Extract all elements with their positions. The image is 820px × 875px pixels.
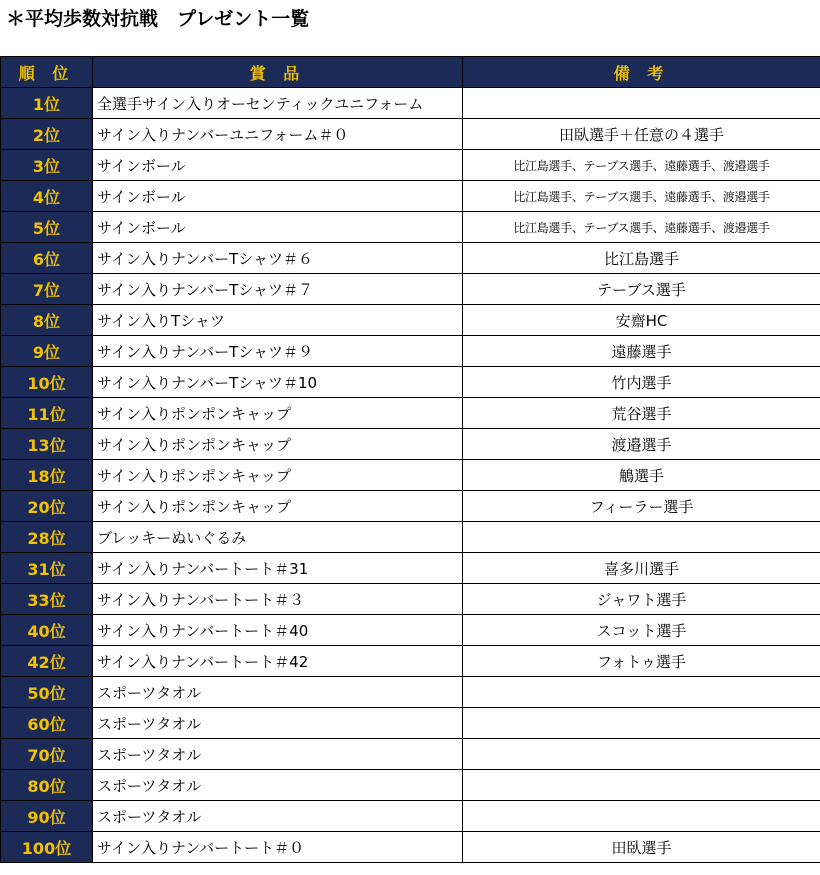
rank-cell: 31位: [1, 553, 93, 584]
note-cell: 比江島選手、テーブス選手、遠藤選手、渡邉選手: [463, 150, 820, 181]
note-cell: 遠藤選手: [463, 336, 820, 367]
prize-cell: サインボール: [93, 150, 463, 181]
prize-cell: サインボール: [93, 181, 463, 212]
table-row: [1, 584, 820, 615]
table-row: [1, 460, 820, 491]
rank-cell: 13位: [1, 429, 93, 460]
prize-cell: サイン入りナンバーユニフォーム＃０: [93, 119, 463, 150]
rank-cell: 90位: [1, 801, 93, 832]
table-row: [1, 739, 820, 770]
note-cell: 荒谷選手: [463, 398, 820, 429]
note-cell: 竹内選手: [463, 367, 820, 398]
rank-cell: 2位: [1, 119, 93, 150]
rank-cell: 11位: [1, 398, 93, 429]
prize-cell: スポーツタオル: [93, 801, 463, 832]
note-cell: [463, 708, 820, 739]
note-cell: 比江島選手: [463, 243, 820, 274]
table-row: [1, 212, 820, 243]
note-cell: スコット選手: [463, 615, 820, 646]
prize-cell: サイン入りポンポンキャップ: [93, 398, 463, 429]
note-cell: 喜多川選手: [463, 553, 820, 584]
column-header-prize: 賞 品: [93, 57, 463, 88]
rank-cell: 42位: [1, 646, 93, 677]
table-row: [1, 553, 820, 584]
rank-cell: 28位: [1, 522, 93, 553]
table-header-row: [1, 57, 820, 88]
rank-cell: 60位: [1, 708, 93, 739]
rank-cell: 10位: [1, 367, 93, 398]
prize-cell: サインボール: [93, 212, 463, 243]
prize-cell: サイン入りナンバートート＃０: [93, 832, 463, 863]
rank-cell: 8位: [1, 305, 93, 336]
rank-cell: 6位: [1, 243, 93, 274]
note-cell: 比江島選手、テーブス選手、遠藤選手、渡邉選手: [463, 212, 820, 243]
table-row: [1, 770, 820, 801]
note-cell: フォトゥ選手: [463, 646, 820, 677]
prize-table-body: [1, 88, 820, 863]
table-row: [1, 646, 820, 677]
table-row: [1, 274, 820, 305]
rank-cell: 100位: [1, 832, 93, 863]
rank-cell: 50位: [1, 677, 93, 708]
table-row: [1, 398, 820, 429]
rank-cell: 1位: [1, 88, 93, 119]
prize-cell: スポーツタオル: [93, 739, 463, 770]
prize-cell: サイン入りナンバートート＃３: [93, 584, 463, 615]
rank-cell: 5位: [1, 212, 93, 243]
table-row: [1, 243, 820, 274]
note-cell: 比江島選手、テーブス選手、遠藤選手、渡邉選手: [463, 181, 820, 212]
note-cell: フィーラー選手: [463, 491, 820, 522]
table-row: [1, 491, 820, 522]
note-cell: 鵤選手: [463, 460, 820, 491]
table-row: [1, 150, 820, 181]
prize-cell: サイン入りナンバーTシャツ＃７: [93, 274, 463, 305]
page-title: ＊平均歩数対抗戦 プレゼント一覧: [6, 8, 310, 30]
note-cell: 渡邉選手: [463, 429, 820, 460]
column-header-rank: 順 位: [1, 57, 93, 88]
note-cell: [463, 739, 820, 770]
prize-cell: サイン入りナンバートート＃42: [93, 646, 463, 677]
table-row: [1, 832, 820, 863]
table-row: [1, 88, 820, 119]
note-cell: [463, 522, 820, 553]
rank-cell: 7位: [1, 274, 93, 305]
rank-cell: 20位: [1, 491, 93, 522]
prize-cell: サイン入りポンポンキャップ: [93, 491, 463, 522]
prize-cell: サイン入りナンバーTシャツ＃９: [93, 336, 463, 367]
prize-cell: サイン入りポンポンキャップ: [93, 429, 463, 460]
note-cell: 安齋HC: [463, 305, 820, 336]
prize-cell: サイン入りナンバートート＃40: [93, 615, 463, 646]
prize-cell: 全選手サイン入りオーセンティックユニフォーム: [93, 88, 463, 119]
rank-cell: 4位: [1, 181, 93, 212]
table-row: [1, 181, 820, 212]
column-header-note: 備 考: [463, 57, 820, 88]
table-row: [1, 677, 820, 708]
prize-table: [0, 56, 820, 863]
prize-cell: サイン入りナンバートート＃31: [93, 553, 463, 584]
prize-cell: スポーツタオル: [93, 770, 463, 801]
note-cell: [463, 677, 820, 708]
note-cell: [463, 801, 820, 832]
prize-cell: スポーツタオル: [93, 677, 463, 708]
table-row: [1, 708, 820, 739]
rank-cell: 80位: [1, 770, 93, 801]
table-row: [1, 801, 820, 832]
prize-cell: スポーツタオル: [93, 708, 463, 739]
rank-cell: 3位: [1, 150, 93, 181]
rank-cell: 33位: [1, 584, 93, 615]
prize-cell: ブレッキーぬいぐるみ: [93, 522, 463, 553]
table-row: [1, 429, 820, 460]
table-row: [1, 367, 820, 398]
note-cell: [463, 88, 820, 119]
table-row: [1, 305, 820, 336]
note-cell: [463, 770, 820, 801]
prize-cell: サイン入りナンバーTシャツ＃６: [93, 243, 463, 274]
rank-cell: 18位: [1, 460, 93, 491]
table-row: [1, 119, 820, 150]
rank-cell: 70位: [1, 739, 93, 770]
prize-cell: サイン入りポンポンキャップ: [93, 460, 463, 491]
note-cell: 田臥選手＋任意の４選手: [463, 119, 820, 150]
table-row: [1, 522, 820, 553]
prize-cell: サイン入りTシャツ: [93, 305, 463, 336]
prize-cell: サイン入りナンバーTシャツ＃10: [93, 367, 463, 398]
note-cell: テーブス選手: [463, 274, 820, 305]
note-cell: 田臥選手: [463, 832, 820, 863]
rank-cell: 40位: [1, 615, 93, 646]
table-row: [1, 615, 820, 646]
table-row: [1, 336, 820, 367]
rank-cell: 9位: [1, 336, 93, 367]
note-cell: ジャワト選手: [463, 584, 820, 615]
